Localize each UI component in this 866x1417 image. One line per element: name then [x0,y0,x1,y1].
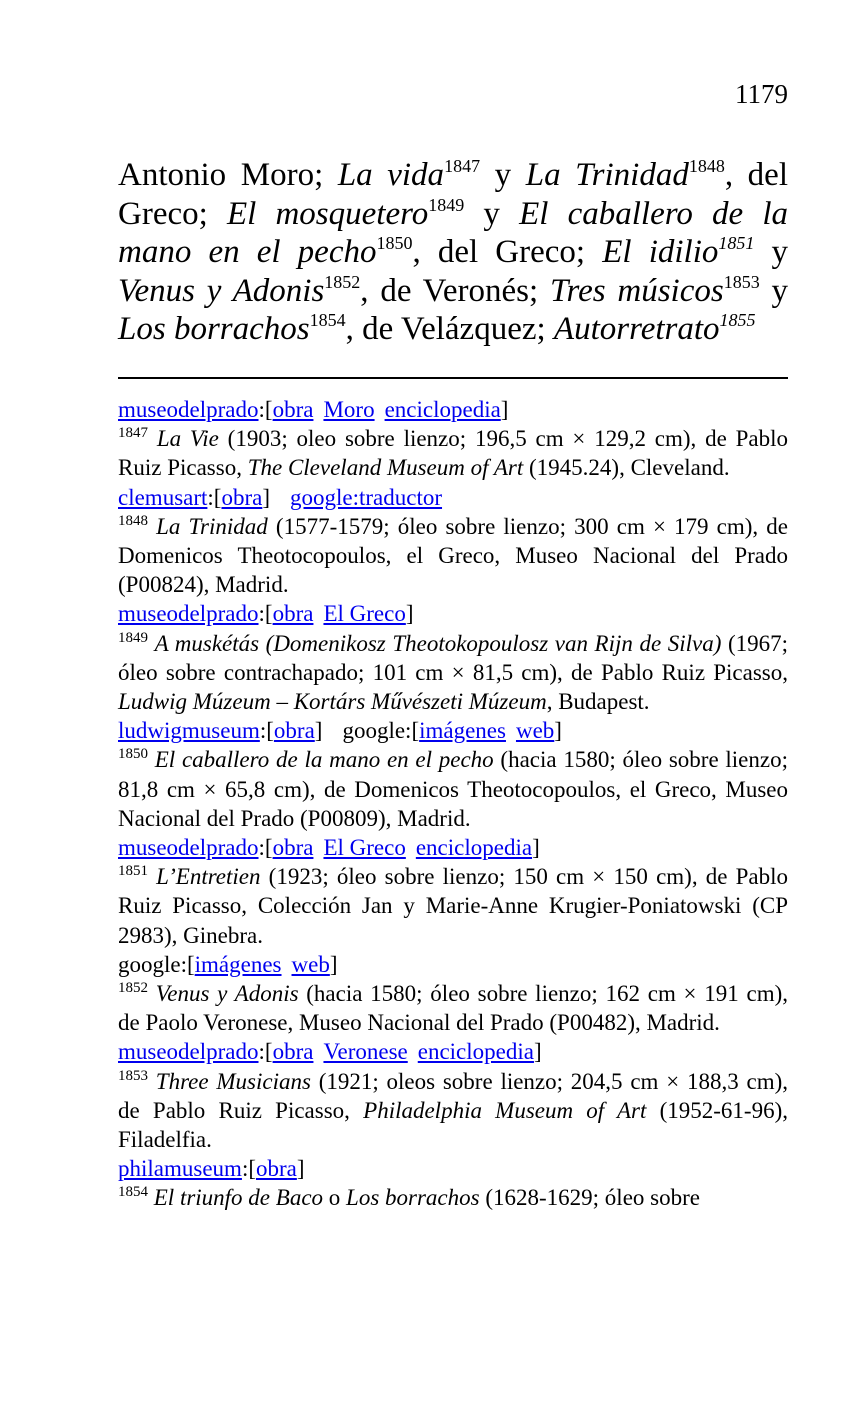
footnote-text: (1577-1579; óleo sobre lienzo; 300 cm × 179 cm), de Domenicos Theotocopoulos, el Greco, Museo Nacional del Prado (P00824), Madrid. [118,513,789,598]
footnote-ref[interactable]: 1852 [324,271,361,292]
google-label: google:[ [342,718,420,744]
footnote-number: 1853 [118,1067,148,1084]
page-number: 1179 [735,79,788,109]
bracket-open: :[ [258,1039,273,1065]
footnote-ref[interactable]: 1848 [688,156,725,176]
footnote-1854 [118,1183,788,1212]
link-obra[interactable]: obra [221,484,263,510]
footnote-1852 [118,979,788,1037]
footnote-title: L’Entretien [156,864,261,890]
footnote-number: 1848 [118,512,148,529]
site-link[interactable]: museodelprado [118,601,259,627]
footnote-title: El triunfo de Baco [153,1185,324,1211]
bracket-open: :[ [258,601,273,627]
link-google-traductor[interactable]: google:traductor [290,484,443,510]
text-segment: y [759,272,788,309]
bracket-close: ] [533,1039,542,1065]
footnote-text: (1967; óleo sobre contrachapado; 101 cm × 81,5 cm), de Pablo Ruiz Picasso, [118,630,789,685]
footnote-text: (1628-1629; óleo sobre [479,1185,700,1211]
bracket-open: :[ [258,835,273,861]
footnote-ref[interactable]: 1850 [376,233,413,253]
footnote-ref-number: 1855 [719,310,756,330]
artwork-title: La vida [337,157,445,193]
link-obra[interactable]: obra [272,1039,314,1065]
footnote-number: 1851 [118,863,148,880]
text-segment: Antonio Moro; [118,157,338,193]
link-line [118,833,788,862]
footnote-separator [118,377,788,379]
site-link[interactable]: museodelprado [118,1039,259,1065]
text-segment: y [754,234,789,270]
footnote-title: La Trinidad [156,513,268,539]
footnote-title: Three Musicians [155,1068,311,1094]
artwork-title: El caballero de la mano en el pecho [118,195,789,270]
text-segment: y [480,157,526,193]
bracket-close: ] [500,397,509,422]
footnote-1849 [118,629,788,717]
link-obra[interactable]: obra [272,601,314,627]
footnote-text: (1923; óleo sobre lienzo; 150 cm × 150 cm), de Pablo Ruiz Picasso, Colección Jan y Marie-Anne Krugier-Poniatowski (CP 2983), Ginebra. [118,864,789,948]
link-enciclopedia[interactable]: enciclopedia [417,1039,534,1065]
artwork-title: Los borrachos [118,311,310,347]
link-el-greco[interactable]: El Greco [323,601,406,627]
bracket-close: ] [405,601,414,627]
artwork-title: La Trinidad [525,157,689,193]
bracket-close: ] [314,718,323,744]
footnote-text: (1952-61-96), Filadelfia. [118,1097,788,1153]
footnote-title: El caballero de la mano en el pecho [154,747,494,773]
footnote-ref[interactable]: 1853 [723,271,760,292]
bracket-close: ] [532,835,540,861]
link-line [118,1154,788,1183]
text-segment: , de Veronés; [360,272,550,309]
artwork-title: Venus y Adonis [118,272,325,309]
site-link[interactable]: museodelprado [118,835,259,861]
text-segment: , de Velázquez; [345,311,554,347]
artwork-title: El idilio [602,234,719,270]
footnote-text: , Budapest. [546,689,650,715]
footnote-text: o [323,1185,347,1211]
bracket-open: :[ [241,1156,256,1182]
footnote-number: 1850 [118,746,148,763]
footnote-museum: Philadelphia Museum of Art [363,1097,647,1123]
footnote-ref-number: 1851 [718,233,755,253]
link-line [118,599,788,628]
footnote-museum: Ludwig Múzeum – Kortárs Művészeti Múzeum [118,689,547,715]
footnote-ref[interactable]: 1854 [309,310,346,330]
bracket-close: ] [554,718,562,744]
footnote-text: (1903; oleo sobre lienzo; 196,5 cm × 129,2 cm), de Pablo Ruiz Picasso, [118,426,789,481]
artwork-title: El mosquetero [226,195,429,232]
link-imagenes[interactable]: imágenes [194,951,282,977]
link-el-greco[interactable]: El Greco [323,835,406,861]
footnote-text: (1945.24), Cleveland. [523,455,730,481]
footnote-ref[interactable]: 1847 [444,156,481,176]
link-enciclopedia[interactable]: enciclopedia [384,397,501,422]
bracket-close: ] [296,1156,305,1182]
footnote-text: (hacia 1580; óleo sobre lienzo; 81,8 cm × 65,8 cm), de Domenicos Theotocopoulos, el Greco, Museo Nacional del Prado (P00809), Madrid. [118,747,788,831]
footnote-1848 [118,512,788,600]
link-line [118,1037,788,1066]
link-line [118,716,788,745]
text-segment: y [464,195,520,232]
link-obra[interactable]: obra [256,1156,297,1182]
link-line [118,950,788,979]
footnote-1847 [118,424,788,482]
site-link[interactable]: museodelprado [118,397,259,422]
footnote-1853 [118,1067,788,1155]
footnote-1851 [118,862,788,950]
artwork-title: Tres músicos [549,272,724,309]
text-segment: , del Greco; [412,234,603,270]
footnotes [118,395,788,1213]
bracket-close: ] [262,484,271,510]
footnote-number: 1854 [118,1184,148,1201]
footnote-title: A muskétás (Domenikosz Theotokopoulosz van Rijn de Silva) [154,630,722,656]
footnote-title: Los borrachos [346,1185,480,1211]
footnote-ref[interactable] [720,310,756,330]
link-veronese[interactable]: Veronese [323,1039,408,1065]
footnote-ref[interactable]: 1849 [428,194,465,215]
footnote-ref[interactable] [718,233,754,253]
google-label: google:[ [118,951,195,977]
site-link[interactable]: clemusart [118,484,208,510]
link-moro[interactable]: Moro [323,397,375,422]
link-obra[interactable]: obra [272,835,314,861]
bracket-open: :[ [259,718,274,744]
link-obra[interactable]: obra [273,718,315,744]
link-obra[interactable]: obra [272,397,314,422]
artwork-title: Autorretrato [553,311,720,347]
link-enciclopedia[interactable]: enciclopedia [415,835,533,861]
bracket-open: :[ [207,484,222,510]
link-web[interactable]: web [291,951,330,977]
link-web[interactable]: web [515,718,555,744]
footnote-text: (1921; oleos sobre lienzo; 204,5 cm × 188,3 cm), de Pablo Ruiz Picasso, [118,1068,788,1123]
bracket-open: :[ [258,397,273,422]
link-imagenes[interactable]: imágenes [419,718,506,744]
footnote-number: 1849 [118,629,148,646]
site-link[interactable]: philamuseum [118,1156,242,1182]
site-link[interactable]: ludwigmuseum [118,718,260,744]
footnote-museum: The Cleveland Museum of Art [247,455,524,481]
footnote-number: 1847 [118,425,148,442]
footnote-1850 [118,745,788,833]
bracket-close: ] [329,951,338,977]
link-line [118,395,788,424]
footnote-text: (hacia 1580; óleo sobre lienzo; 162 cm × 191 cm), de Paolo Veronese, Museo Nacional del Prado (P00482), Madrid. [118,981,789,1036]
main-paragraph [118,156,788,349]
footnote-title: La Vie [156,426,219,452]
link-line [118,483,788,512]
text-segment: , del Greco; [118,157,788,232]
footnote-title: Venus y Adonis [155,981,299,1007]
footnote-number: 1852 [118,980,148,997]
